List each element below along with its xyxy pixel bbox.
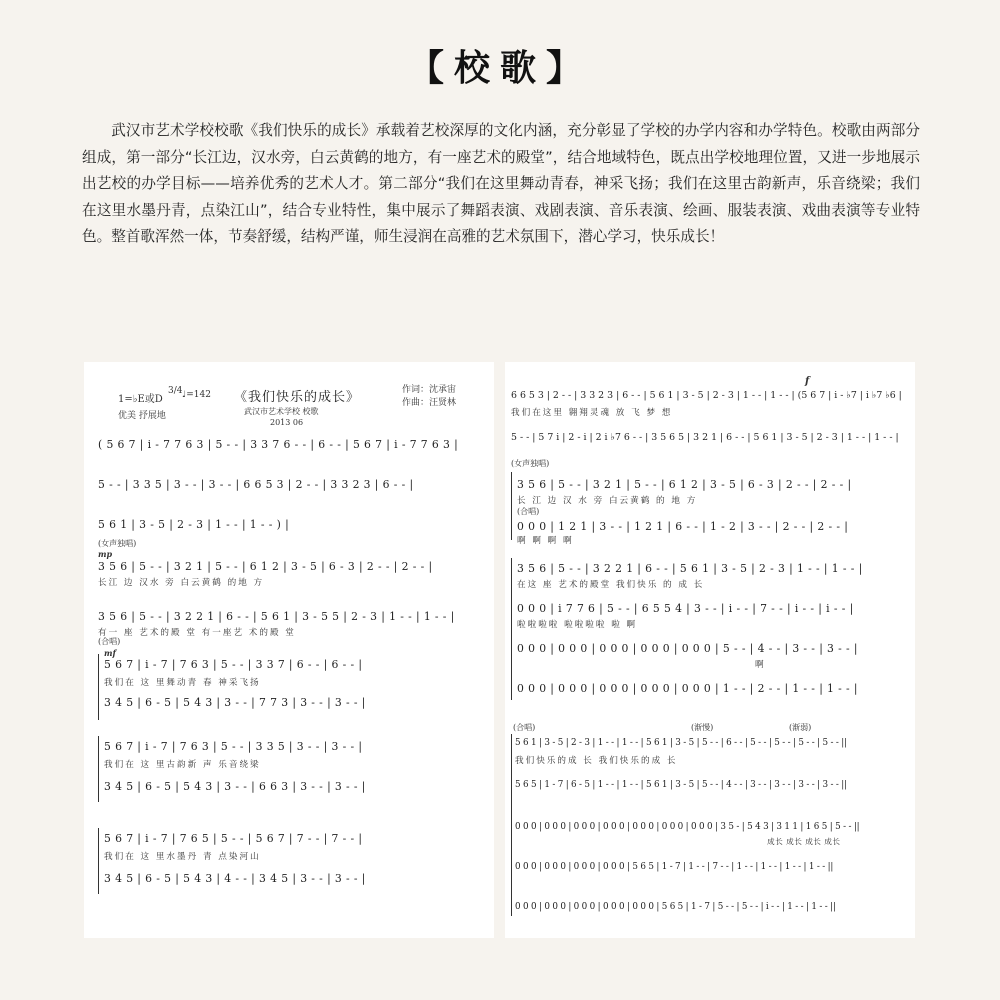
notation-r-line-13: 0 0 0 | 0 0 0 | 0 0 0 | 0 0 0 | 0 0 0 | 5 6 5 | 1 - 7 | 5 - - | 5 - - | i - - | 1 - - | 1 - - || (515, 902, 836, 912)
notation-r-line-3: 3 5 6 | 5 - - | 3 2 1 | 5 - - | 6 1 2 | 3 - 5 | 6 - 3 | 2 - - | 2 - - | (517, 478, 852, 491)
lyric-line-3: 我们在 这 里舞动青 春 神采飞扬 (104, 678, 261, 688)
notation-line-10: 5 6 7 | i - 7 | 7 6 5 | 5 - - | 5 6 7 | 7 - - | 7 - - | (104, 832, 363, 845)
notation-line-5: 3 5 6 | 5 - - | 3 2 2 1 | 6 - - | 5 6 1 | 3 - 5 5 | 2 - 3 | 1 - - | 1 - - | (98, 610, 455, 623)
lyric-line-4: 我们在 这 里古韵新 声 乐音绕梁 (104, 760, 261, 770)
notation-line-1: ( 5 6 7 | i - 7 7 6 3 | 5 - - | 3 3 7 6 - - | 6 - - | 5 6 7 | i - 7 7 6 3 | (98, 438, 459, 451)
notation-line-8: 5 6 7 | i - 7 | 7 6 3 | 5 - - | 3 3 5 | 3 - - | 3 - - | (104, 740, 363, 753)
lyricist-credit: 作词：沈承宙 (402, 385, 457, 395)
lyric-r-line-5: 啦啦啦啦 啦啦啦啦 啦 啊 (517, 620, 638, 630)
year-label: 2013 06 (270, 418, 304, 427)
notation-line-6: 5 6 7 | i - 7 | 7 6 3 | 5 - - | 3 3 7 | 6 - - | 6 - - | (104, 658, 363, 671)
notation-r-line-7: 0 0 0 | 0 0 0 | 0 0 0 | 0 0 0 | 0 0 0 | 5 - - | 4 - - | 3 - - | 3 - - | (517, 642, 858, 655)
notation-r-line-2: 5 - - | 5 7 i | 2 - i | 2 i ♭7 6 - - | 3 5 6 5 | 3 2 1 | 6 - - | 5 6 1 | 3 - 5 | 2 - 3 | 1 - - | 1 - - | (511, 432, 899, 443)
system-bracket-2 (98, 736, 99, 802)
lyric-line-1: 长江 边 汉水 旁 白云黄鹤 的地 方 (98, 578, 265, 588)
lyric-r-line-6: 啊 (755, 660, 766, 670)
notation-r-line-8: 0 0 0 | 0 0 0 | 0 0 0 | 0 0 0 | 0 0 0 | 1 - - | 2 - - | 1 - - | 1 - - | (517, 682, 858, 695)
notation-line-9: 3 4 5 | 6 - 5 | 5 4 3 | 3 - - | 6 6 3 | 3 - - | 3 - - | (104, 780, 366, 793)
solo-r-mark: (女声独唱) (511, 459, 550, 468)
page-title: 【校歌】 (407, 48, 592, 89)
chorus-mark: (合唱) (98, 637, 121, 646)
dynamic-mf: mf (104, 648, 116, 658)
notation-line-4: 3 5 6 | 5 - - | 3 2 1 | 5 - - | 6 1 2 | 3 - 5 | 6 - 3 | 2 - - | 2 - - | (98, 560, 433, 573)
system-bracket-3 (98, 828, 99, 894)
tempo-mark: ♩=142 (182, 390, 211, 400)
lyric-line-5: 我们在 这 里水墨丹 青 点染河山 (104, 852, 261, 862)
lyric-r-line-8: 成长 成长 成长 成长 (767, 837, 841, 846)
lyric-line-2: 有一 座 艺术的殿 堂 有一座艺 术的殿 堂 (98, 628, 296, 638)
score-sheet-right (505, 362, 915, 938)
lyric-r-line-3: 啊 啊 啊 啊 (517, 536, 574, 546)
notation-line-3: 5 6 1 | 3 - 5 | 2 - 3 | 1 - - | 1 - - ) | (98, 518, 290, 531)
slowing-mark: (渐慢) (691, 723, 714, 732)
notation-r-line-11: 0 0 0 | 0 0 0 | 0 0 0 | 0 0 0 | 0 0 0 | 0 0 0 | 0 0 0 | 3 5 - | 5 4 3 | 3 1 1 | 1 6 5 | 5 - - || (515, 822, 860, 832)
lyric-r-line-1: 我们在这里 翱翔灵魂 放 飞 梦 想 (511, 408, 673, 418)
style-mark: 优美 抒展地 (118, 411, 166, 421)
school-label: 武汉市艺术学校 校歌 (244, 407, 319, 416)
notation-r-line-12: 0 0 0 | 0 0 0 | 0 0 0 | 0 0 0 | 5 6 5 | 1 - 7 | 1 - - | 7 - - | 1 - - | 1 - - | 1 - - | 1 - - || (515, 862, 834, 872)
intro-paragraph: 武汉市艺术学校校歌《我们快乐的成长》承载着艺校深厚的文化内涵，充分彰显了学校的办学内容和办学特色。校歌由两部分组成，第一部分“长江边，汉水旁，白云黄鹤的地方，有一座艺术的殿堂”，结合地域特色，既点出学校地理位置，又进一步地展示出艺校的办学目标——培养优秀的艺术人才。第二部分“我们在这里舞动青春，神采飞扬；我们在这里古韵新声，乐音绕梁；我们在这里水墨丹青，点染江山”，结合专业特性，集中展示了舞蹈表演、戏剧表演、音乐表演、绘画、服装表演、戏曲表演等专业特色。整首歌浑然一体，节奏舒缓，结构严谨，师生浸润在高雅的艺术氛围下，潜心学习，快乐成长！ (82, 122, 920, 245)
notation-r-line-10: 5 6 5 | 1 - 7 | 6 - 5 | 1 - - | 1 - - | 5 6 1 | 3 - 5 | 5 - - | 4 - - | 3 - - | 3 - - | 3 - - | 3 - - || (515, 780, 847, 790)
notation-r-line-4: 0 0 0 | 1 2 1 | 3 - - | 1 2 1 | 6 - - | 1 - 2 | 3 - - | 2 - - | 2 - - | (517, 520, 849, 533)
notation-line-2: 5 - - | 3 3 5 | 3 - - | 3 - - | 6 6 5 3 | 2 - - | 3 3 2 3 | 6 - - | (98, 478, 414, 491)
notation-r-line-6: 0 0 0 | i 7 7 6 | 5 - - | 6 5 5 4 | 3 - - | i - - | 7 - - | i - - | i - - | (517, 602, 854, 615)
system-r-bracket-2 (511, 558, 512, 700)
key-signature: 1=♭E或D (118, 394, 163, 405)
dynamic-mp: mp (98, 549, 113, 559)
composer-credit: 作曲：汪贤林 (402, 398, 457, 408)
score-sheet-left (84, 362, 494, 938)
notation-line-7: 3 4 5 | 6 - 5 | 5 4 3 | 3 - - | 7 7 3 | 3 - - | 3 - - | (104, 696, 366, 709)
chorus-r-mark: (合唱) (517, 507, 540, 516)
lyric-r-line-7: 我们快乐的成 长 我们快乐的成 长 (515, 756, 678, 766)
dynamic-f: f (805, 376, 810, 387)
lyric-r-line-2: 长 江 边 汉 水 旁 白云黄鹤 的 地 方 (517, 496, 698, 506)
notation-r-line-5: 3 5 6 | 5 - - | 3 2 2 1 | 6 - - | 5 6 1 | 3 - 5 | 2 - 3 | 1 - - | 1 - - | (517, 562, 863, 575)
system-r-bracket-3 (511, 734, 512, 916)
solo-mark: (女声独唱) (98, 539, 137, 548)
notation-r-line-1: 6 6 5 3 | 2 - - | 3 3 2 3 | 6 - - | 5 6 1 | 3 - 5 | 2 - 3 | 1 - - | 1 - - | (5 6 7 | i - ♭7 | i ♭7 ♭6 | (511, 390, 902, 401)
system-bracket-1 (98, 654, 99, 720)
notation-line-11: 3 4 5 | 6 - 5 | 5 4 3 | 4 - - | 3 4 5 | 3 - - | 3 - - | (104, 872, 366, 885)
notation-r-line-9: 5 6 1 | 3 - 5 | 2 - 3 | 1 - - | 1 - - | 5 6 1 | 3 - 5 | 5 - - | 6 - - | 5 - - | 5 - - | 5 - - | 5 - - || (515, 738, 847, 748)
song-title: 《我们快乐的成长》 (234, 390, 361, 405)
lyric-r-line-4: 在这 座 艺术的殿堂 我们快乐 的 成 长 (517, 580, 705, 590)
fading-mark: (渐弱) (789, 723, 812, 732)
time-signature: 3/4 (168, 386, 183, 396)
system-r-bracket-1 (511, 472, 512, 540)
chorus-r-mark-2: (合唱) (513, 723, 536, 732)
